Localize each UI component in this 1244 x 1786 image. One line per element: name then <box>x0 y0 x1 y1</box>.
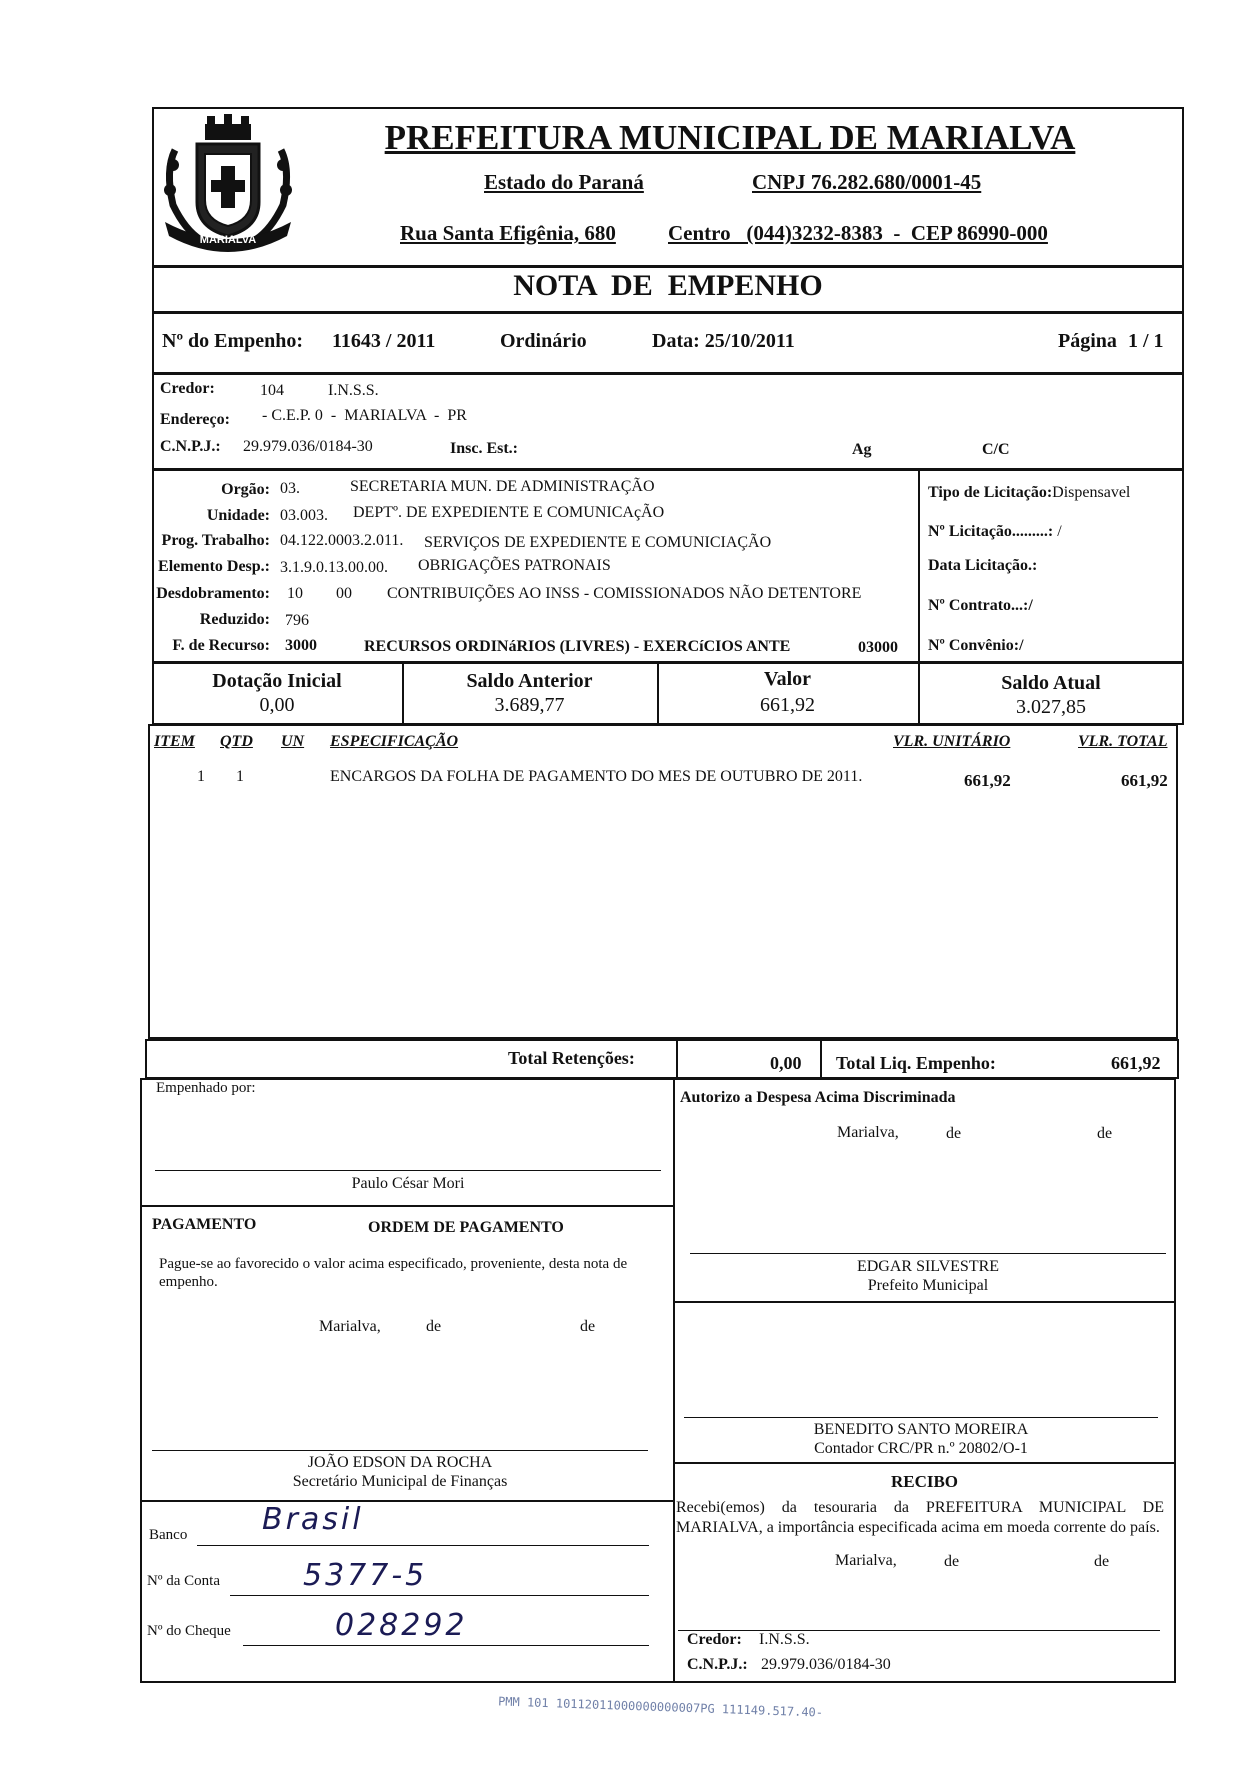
credor-name: I.N.S.S. <box>328 382 379 399</box>
prog-trabalho-desc: SERVIÇOS DE EXPEDIENTE E COMUNICIAÇÃO <box>424 534 772 551</box>
orgao-code: 03. <box>280 480 300 497</box>
valor-value: 661,92 <box>760 694 815 716</box>
row-unit-value: 661,92 <box>964 771 1011 790</box>
row-item: 1 <box>197 768 205 785</box>
recibo-signature-line <box>678 1630 1160 1631</box>
prefeito-signature-line <box>690 1253 1166 1254</box>
coat-of-arms-logo <box>155 110 301 260</box>
ordem-pagamento-label: ORDEM DE PAGAMENTO <box>368 1219 564 1236</box>
contrato-label: Nº Contrato...: <box>928 597 1029 614</box>
tipo-licitacao-value: Dispensavel <box>1052 484 1131 501</box>
secretario-signature-line <box>152 1450 648 1451</box>
unidade-desc: DEPTº. DE EXPEDIENTE E COMUNICAçÃO <box>353 504 665 521</box>
autorizo-label: Autorizo a Despesa Acima Discriminada <box>680 1089 956 1106</box>
prefeito-bottom-rule <box>673 1301 1176 1303</box>
autorizo-de1: de <box>946 1125 962 1142</box>
pagamento-text: Pague-se ao favorecido o valor acima especificado, proveniente, desta nota de empenho. <box>159 1256 628 1290</box>
tipo-licitacao-label-text: Tipo de Licitação: <box>928 484 1053 501</box>
conta-handwritten: 5377-5 <box>303 1558 428 1593</box>
pagamento-place: Marialva, <box>319 1318 381 1335</box>
contador-name: BENEDITO SANTO MOREIRA <box>813 1421 1029 1438</box>
totals-divider-2 <box>820 1039 822 1079</box>
saldo-atual-label: Saldo Atual <box>1001 672 1101 694</box>
empenho-type: Ordinário <box>500 330 587 352</box>
endereco-value: - C.E.P. 0 - MARIALVA - PR <box>262 407 467 424</box>
numero-licitacao-value: / <box>1057 523 1062 540</box>
elemento-desp-desc: OBRIGAÇÕES PATRONAIS <box>418 557 611 574</box>
prog-trabalho-code: 04.122.0003.2.011. <box>280 532 404 549</box>
saldo-atual-value: 3.027,85 <box>1016 696 1086 718</box>
credor-code: 104 <box>260 382 284 399</box>
recibo-credor-value: I.N.S.S. <box>759 1631 810 1648</box>
recibo-text: Recebi(emos) da tesouraria da PREFEITURA MUNICIPAL DE MARIALVA, a importância especificada acima em moeda corrente do país. <box>676 1499 1164 1536</box>
banco-line <box>197 1545 649 1546</box>
saldo-anterior-label: Saldo Anterior <box>466 670 593 692</box>
municipality-title: PREFEITURA MUNICIPAL DE MARIALVA <box>384 118 1076 157</box>
col-header-item: ITEM <box>154 733 195 750</box>
contador-role: Contador CRC/PR n.º 20802/O-1 <box>814 1440 1028 1457</box>
insc-est-label: Insc. Est.: <box>450 440 519 457</box>
cheque-label: Nº do Cheque <box>147 1623 231 1639</box>
total-liq-value: 661,92 <box>1111 1053 1161 1073</box>
reduzido-value: 796 <box>285 612 309 629</box>
document-title: NOTA DE EMPENHO <box>513 269 823 302</box>
desdobramento-code2: 00 <box>336 585 352 602</box>
desdobramento-desc: CONTRIBUIÇÕES AO INSS - COMISSIONADOS NÃO DETENTORE <box>387 585 862 602</box>
tipo-licitacao-label <box>928 484 1130 502</box>
ag-label: Ag <box>852 441 872 458</box>
recibo-title: RECIBO <box>890 1472 959 1491</box>
pagamento-label: PAGAMENTO <box>152 1216 257 1233</box>
valor-label: Valor <box>763 668 812 690</box>
recibo-de1: de <box>944 1553 960 1570</box>
unidade-label: Unidade: <box>206 507 270 524</box>
prefeito-name: EDGAR SILVESTRE <box>856 1258 1000 1275</box>
empenho-number-label: Nº do Empenho: <box>162 330 304 352</box>
cheque-line <box>243 1645 649 1646</box>
pagamento-de2: de <box>580 1318 596 1335</box>
empenho-number: 11643 / 2011 <box>332 330 436 352</box>
total-retencoes-label: Total Retenções: <box>508 1048 635 1068</box>
col-header-spec: ESPECIFICAÇÃO <box>330 733 459 750</box>
convenio-value: / <box>1019 637 1024 654</box>
address-contact: Centro (044)3232-8383 - CEP 86990-000 <box>668 221 1048 245</box>
col-header-unit-value: VLR. UNITÁRIO <box>893 733 1011 750</box>
page-value: 1 / 1 <box>1128 330 1164 352</box>
secretario-bottom-rule <box>140 1500 673 1502</box>
row-total-value: 661,92 <box>1121 771 1168 790</box>
cheque-handwritten: 028292 <box>335 1608 468 1643</box>
recibo-credor-label: Credor: <box>687 1631 742 1648</box>
contador-signature-line <box>684 1417 1158 1418</box>
credor-label: Credor: <box>160 380 215 397</box>
autorizo-place: Marialva, <box>837 1124 899 1141</box>
elemento-desp-code: 3.1.9.0.13.00.00. <box>280 559 388 576</box>
banco-label: Banco <box>149 1527 188 1543</box>
secretario-role: Secretário Municipal de Finanças <box>292 1473 508 1490</box>
banco-handwritten: Brasil <box>262 1502 364 1537</box>
conta-label: Nº da Conta <box>147 1573 220 1589</box>
totals-divider-1 <box>676 1039 678 1079</box>
saldo-anterior-value: 3.689,77 <box>494 694 565 716</box>
signatures-box <box>140 1078 1176 1683</box>
recibo-cnpj-label: C.N.P.J.: <box>687 1656 748 1673</box>
col-header-un: UN <box>281 733 305 750</box>
contador-bottom-rule <box>673 1462 1176 1464</box>
recurso-code: 3000 <box>285 637 317 654</box>
col-header-total-value: VLR. TOTAL <box>1078 733 1168 750</box>
contrato-row <box>928 597 1033 615</box>
numero-licitacao-row <box>928 523 1062 541</box>
contrato-value: / <box>1028 597 1033 614</box>
prog-trabalho-label: Prog. Trabalho: <box>161 532 270 549</box>
recurso-desc: RECURSOS ORDINáRIOS (LIVRES) - EXERCíCIOS ANTE <box>364 638 791 655</box>
recibo-place: Marialva, <box>835 1552 897 1569</box>
row-spec: ENCARGOS DA FOLHA DE PAGAMENTO DO MES DE OUTUBRO DE 2011. <box>330 768 863 785</box>
empenhado-signature-line <box>155 1170 661 1171</box>
total-liq-label: Total Liq. Empenho: <box>836 1053 996 1073</box>
dotacao-inicial-label: Dotação Inicial <box>212 670 342 692</box>
address-street: Rua Santa Efigênia, 680 <box>400 221 616 245</box>
seal-text: MARIALVA <box>199 234 257 246</box>
pagamento-de1: de <box>426 1318 442 1335</box>
endereco-label: Endereço: <box>160 411 230 428</box>
orgao-label: Orgão: <box>221 481 270 498</box>
credor-cnpj: 29.979.036/0184-30 <box>243 438 373 455</box>
conta-line <box>230 1595 649 1596</box>
state-name: Estado do Paraná <box>484 170 644 194</box>
empenhado-bottom-rule <box>140 1205 673 1207</box>
recurso-label: F. de Recurso: <box>172 637 270 654</box>
recibo-cnpj-value: 29.979.036/0184-30 <box>761 1656 891 1673</box>
secretario-name: JOÃO EDSON DA ROCHA <box>307 1454 493 1471</box>
recibo-de2: de <box>1094 1553 1110 1570</box>
cc-label: C/C <box>982 441 1010 458</box>
numero-licitacao-label: Nº Licitação.........: <box>928 523 1054 540</box>
empenhado-por-label: Empenhado por: <box>156 1080 256 1096</box>
col-header-qtd: QTD <box>220 733 253 750</box>
totals-box <box>145 1039 1179 1079</box>
recurso-code2: 03000 <box>858 639 898 656</box>
dotacao-inicial-value: 0,00 <box>259 694 295 716</box>
elemento-desp-label: Elemento Desp.: <box>158 558 270 575</box>
total-retencoes-value: 0,00 <box>770 1053 802 1073</box>
page-label: Página <box>1058 330 1117 352</box>
convenio-row <box>928 637 1024 655</box>
empenhado-por-name: Paulo César Mori <box>351 1175 465 1192</box>
footer-code: PMM 101 10112011000000000007PG 111149.517.40- <box>497 1694 824 1720</box>
row-qtd: 1 <box>236 768 244 785</box>
autorizo-de2: de <box>1097 1125 1113 1142</box>
signatures-center-divider <box>673 1078 675 1683</box>
desdobramento-code1: 10 <box>287 585 303 602</box>
city-cnpj: CNPJ 76.282.680/0001-45 <box>752 170 982 194</box>
desdobramento-label: Desdobramento: <box>156 585 270 602</box>
orgao-desc: SECRETARIA MUN. DE ADMINISTRAÇÃO <box>350 478 655 495</box>
cnpj-label: C.N.P.J.: <box>160 438 221 455</box>
prefeito-role: Prefeito Municipal <box>867 1277 989 1294</box>
reduzido-label: Reduzido: <box>199 611 270 628</box>
licitacao-divider <box>918 469 920 663</box>
empenho-date: Data: 25/10/2011 <box>652 330 795 352</box>
data-licitacao-label: Data Licitação.: <box>928 557 1038 574</box>
unidade-code: 03.003. <box>280 507 328 524</box>
convenio-label: Nº Convênio: <box>928 637 1020 654</box>
